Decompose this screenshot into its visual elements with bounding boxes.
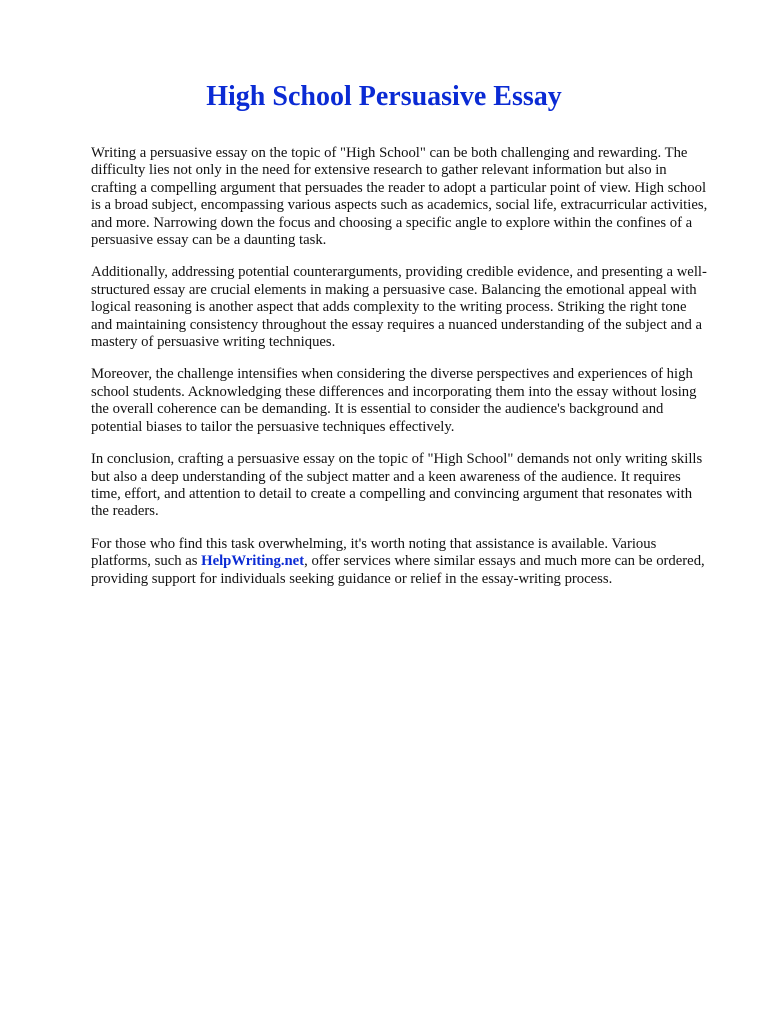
paragraph-perspectives: Moreover, the challenge intensifies when considering the diverse perspectives and experiences of high school students. Acknowledging these differences and incorporating them into the essay without losing the overall coherence can be demanding. It is essential to consider the audience's background and potential biases to tailor the persuasive techniques effectively. [91, 366, 697, 435]
assistance-text-before-link: For those who find this task overwhelming, it's worth noting that assistance is available. Various platforms, such as [91, 535, 657, 570]
page-title: High School Persuasive Essay [206, 81, 562, 112]
helpwriting-link[interactable]: HelpWriting.net [201, 553, 305, 570]
essay-body [91, 145, 709, 603]
paragraph-intro: Writing a persuasive essay on the topic of "High School" can be both challenging and rewarding. The difficulty lies not only in the need for extensive research to gather relevant information but also in crafting a compelling argument that persuades the reader to adopt a particular point of view. High school is a broad subject, encompassing various aspects such as academics, social life, extracurricular activities, and more. Narrowing down the focus and choosing a specific angle to explore within the confines of a persuasive essay can be a daunting task. [91, 145, 708, 249]
paragraph-conclusion: In conclusion, crafting a persuasive essay on the topic of "High School" demands not only writing skills but also a deep understanding of the subject matter and a keen awareness of the audience. It requires time, effort, and attention to detail to create a compelling and convincing argument that resonates with the readers. [91, 451, 703, 520]
paragraph-counterarguments: Additionally, addressing potential counterarguments, providing credible evidence, and presenting a well-structured essay are crucial elements in making a persuasive case. Balancing the emotional appeal with logical reasoning is another aspect that adds complexity to the writing process. Striking the right tone and maintaining consistency throughout the essay requires a nuanced understanding of the subject and a mastery of persuasive writing techniques. [91, 264, 707, 351]
paragraph-assistance [91, 536, 709, 588]
assistance-text-after-link: , offer services where similar essays and much more can be ordered, providing support for individuals seeking guidance or relief in the essay-writing process. [91, 553, 705, 587]
